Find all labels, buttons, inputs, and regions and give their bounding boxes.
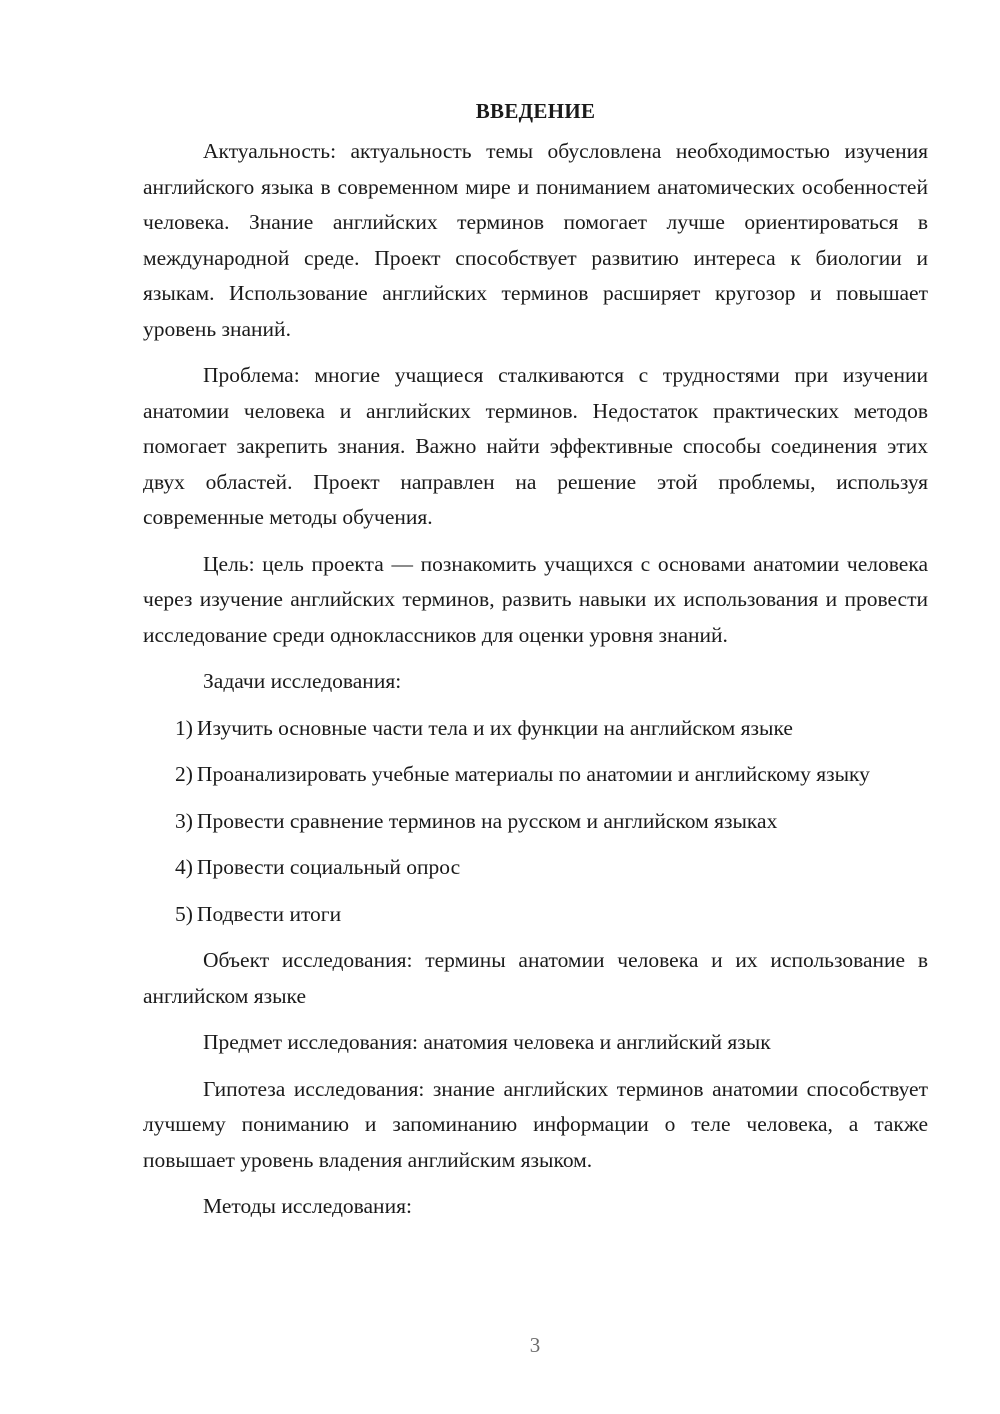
task-number: 5) [175,901,193,926]
tasks-heading: Задачи исследования: [203,669,402,693]
paragraph-subject: Предмет исследования: анатомия человека и английский язык [203,1030,771,1054]
task-item-4 [143,850,928,886]
paragraph-goal: Цель: цель проекта — познакомить учащихся с основами анатомии человека через изучение английских терминов, развить навыки их использования и провести исследование среди одноклассников для оценки уровня знаний. [143,551,928,647]
task-item-3 [143,804,928,840]
task-text: Подвести итоги [196,901,342,926]
task-number: 4) [175,855,193,879]
paragraph-object: Объект исследования: термины анатомии человека и их использование в английском языке [143,948,928,1008]
page-title: ВВЕДЕНИЕ [475,99,596,123]
task-text: Проанализировать учебные материалы по анатомии и английскому языку [196,762,870,786]
methods-heading: Методы исследования: [203,1194,412,1218]
task-item-5 [143,897,928,933]
task-number: 3) [175,808,193,833]
task-text: Провести социальный опрос [196,855,461,879]
document-body [143,94,928,1236]
task-item-2 [143,757,928,793]
task-item-1 [143,711,928,747]
task-text: Изучить основные части тела и их функции на английском языке [196,715,793,740]
task-number: 2) [175,762,193,786]
page-number: 3 [529,1333,541,1357]
paragraph-relevance: Актуальность: актуальность темы обусловлена необходимостью изучения английского языка в современном мире и пониманием анатомических особенностей человека. Знание английских терминов помогает лучше ориентироваться в международной среде. Проект способствует развитию интереса к биологии и языкам. Использование английских терминов расширяет кругозор и повышает уровень знаний. [143,139,928,341]
task-text: Провести сравнение терминов на русском и английском языках [196,808,778,833]
task-number: 1) [175,715,193,740]
paragraph-hypothesis: Гипотеза исследования: знание английских терминов анатомии способствует лучшему пониманию и запоминанию информации о теле человека, а также повышает уровень владения английским языком. [143,1076,928,1172]
paragraph-problem: Проблема: многие учащиеся сталкиваются с трудностями при изучении анатомии человека и английских терминов. Недостаток практических методов помогает закрепить знания. Важно найти эффективные способы соединения этих двух областей. Проект направлен на решение этой проблемы, используя современные методы обучения. [143,363,928,529]
